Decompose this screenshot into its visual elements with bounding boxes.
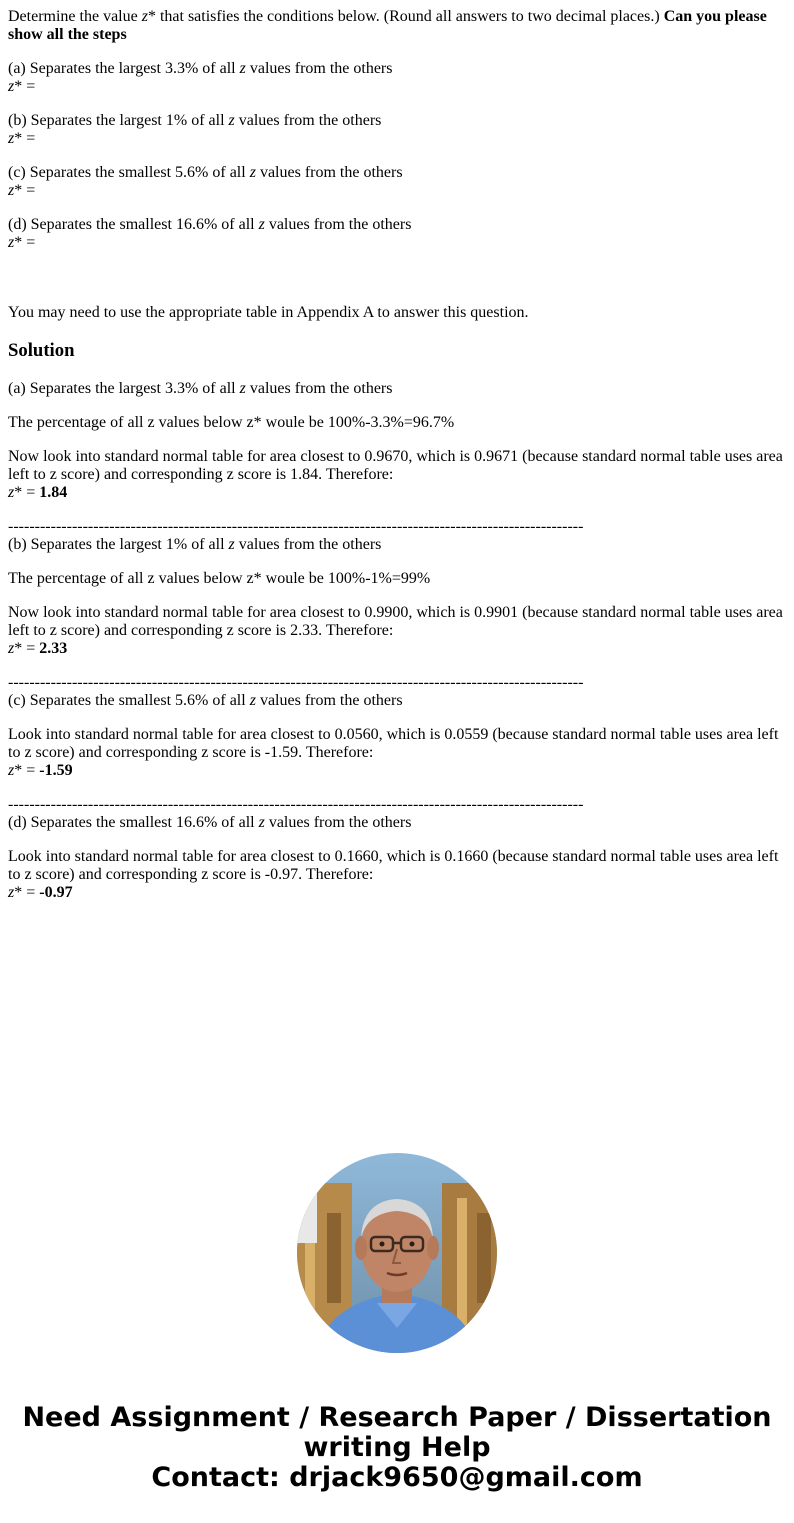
answer-blank-b: * = (14, 130, 36, 147)
part-a-suffix: values from the others (245, 60, 393, 77)
sol-b-table-text: Now look into standard normal table for area closest to 0.9900, which is 0.9901 (because standard normal table uses area left to z score) and corresponding z score is 2.33. Therefore: (8, 604, 783, 639)
part-b-var: z (228, 112, 235, 129)
solution-part-d-table (8, 848, 786, 902)
answer-blank-a: * = (14, 78, 36, 95)
answer-label: * = (14, 884, 40, 901)
sol-d-text: (d) Separates the smallest 16.6% of all (8, 814, 259, 831)
z-var: z (8, 884, 15, 901)
solution-part-a-percent: The percentage of all z values below z* woule be 100%-3.3%=96.7% (8, 414, 455, 431)
answer-a: 1.84 (39, 484, 68, 501)
part-b-text: (b) Separates the largest 1% of all (8, 112, 229, 129)
sol-b-suffix: values from the others (234, 536, 382, 553)
answer-c: -1.59 (39, 762, 73, 779)
sol-a-table-text: Now look into standard normal table for area closest to 0.9670, which is 0.9671 (because standard normal table uses area left to z score) and corresponding z score is 1.84. Therefore: (8, 448, 783, 483)
z-var: z (8, 234, 15, 251)
footer-line-3: Contact: drjack9650@gmail.com (151, 1462, 643, 1493)
solution-part-b-table (8, 604, 786, 658)
sol-d-var: z (258, 814, 265, 831)
z-var: z (8, 762, 15, 779)
part-d-suffix: values from the others (264, 216, 412, 233)
solution-part-c-title (8, 692, 786, 710)
sol-c-suffix: values from the others (255, 692, 403, 709)
sol-c-table-text: Look into standard normal table for area closest to 0.0560, which is 0.0559 (because standard normal table uses area left to z score) and corresponding z score is -1.59. Therefore: (8, 726, 779, 761)
solution-heading: Solution (8, 340, 75, 361)
part-d-var: z (258, 216, 265, 233)
footer-line-2: writing Help (303, 1432, 491, 1463)
question-part-d (8, 216, 786, 252)
sol-c-var: z (249, 692, 256, 709)
z-var: z (8, 484, 15, 501)
z-var: z (8, 78, 15, 95)
intro-var: z (141, 8, 148, 25)
sol-c-text: (c) Separates the smallest 5.6% of all (8, 692, 250, 709)
sol-d-suffix: values from the others (264, 814, 412, 831)
footer-contact (0, 1403, 794, 1493)
sol-d-table-text: Look into standard normal table for area closest to 0.1660, which is 0.1660 (because standard normal table uses area left to z score) and corresponding z score is -0.97. Therefore: (8, 848, 779, 883)
sol-a-var: z (239, 380, 246, 397)
document-body (8, 8, 786, 918)
part-c-suffix: values from the others (255, 164, 403, 181)
answer-b: 2.33 (39, 640, 68, 657)
question-part-c (8, 164, 786, 200)
answer-label: * = (14, 762, 40, 779)
question-intro (8, 8, 786, 44)
part-c-text: (c) Separates the smallest 5.6% of all (8, 164, 250, 181)
avatar (297, 1153, 497, 1353)
part-a-text: (a) Separates the largest 3.3% of all (8, 60, 240, 77)
intro-bold: Can you please show all the steps (8, 8, 767, 43)
answer-d: -0.97 (39, 884, 73, 901)
solution-part-a-table (8, 448, 786, 502)
intro-text: Determine the value (8, 8, 142, 25)
answer-label: * = (14, 640, 40, 657)
z-var: z (8, 130, 15, 147)
part-a-var: z (239, 60, 246, 77)
z-var: z (8, 182, 15, 199)
separator: ------------------------------------------------------------------------------------------------------------ (8, 674, 584, 691)
separator: ------------------------------------------------------------------------------------------------------------ (8, 518, 584, 535)
solution-part-a-title (8, 380, 786, 398)
z-var: z (8, 640, 15, 657)
sol-b-text: (b) Separates the largest 1% of all (8, 536, 229, 553)
part-d-text: (d) Separates the smallest 16.6% of all (8, 216, 259, 233)
part-b-suffix: values from the others (234, 112, 382, 129)
part-c-var: z (249, 164, 256, 181)
sol-a-suffix: values from the others (245, 380, 393, 397)
solution-part-c-table (8, 726, 786, 780)
sol-b-var: z (228, 536, 235, 553)
solution-part-b-title (8, 536, 786, 554)
question-part-b (8, 112, 786, 148)
answer-blank-c: * = (14, 182, 36, 199)
question-part-a (8, 60, 786, 96)
footer-line-1: Need Assignment / Research Paper / Dissertation (22, 1402, 772, 1433)
separator: ------------------------------------------------------------------------------------------------------------ (8, 796, 584, 813)
solution-part-b-percent: The percentage of all z values below z* woule be 100%-1%=99% (8, 570, 431, 587)
solution-part-d-title (8, 814, 786, 832)
appendix-note: You may need to use the appropriate table in Appendix A to answer this question. (8, 304, 529, 321)
sol-a-text: (a) Separates the largest 3.3% of all (8, 380, 240, 397)
answer-label: * = (14, 484, 40, 501)
person-photo-icon (297, 1153, 497, 1353)
intro-text-2: * that satisfies the conditions below. (Round all answers to two decimal places.) (147, 8, 664, 25)
answer-blank-d: * = (14, 234, 36, 251)
